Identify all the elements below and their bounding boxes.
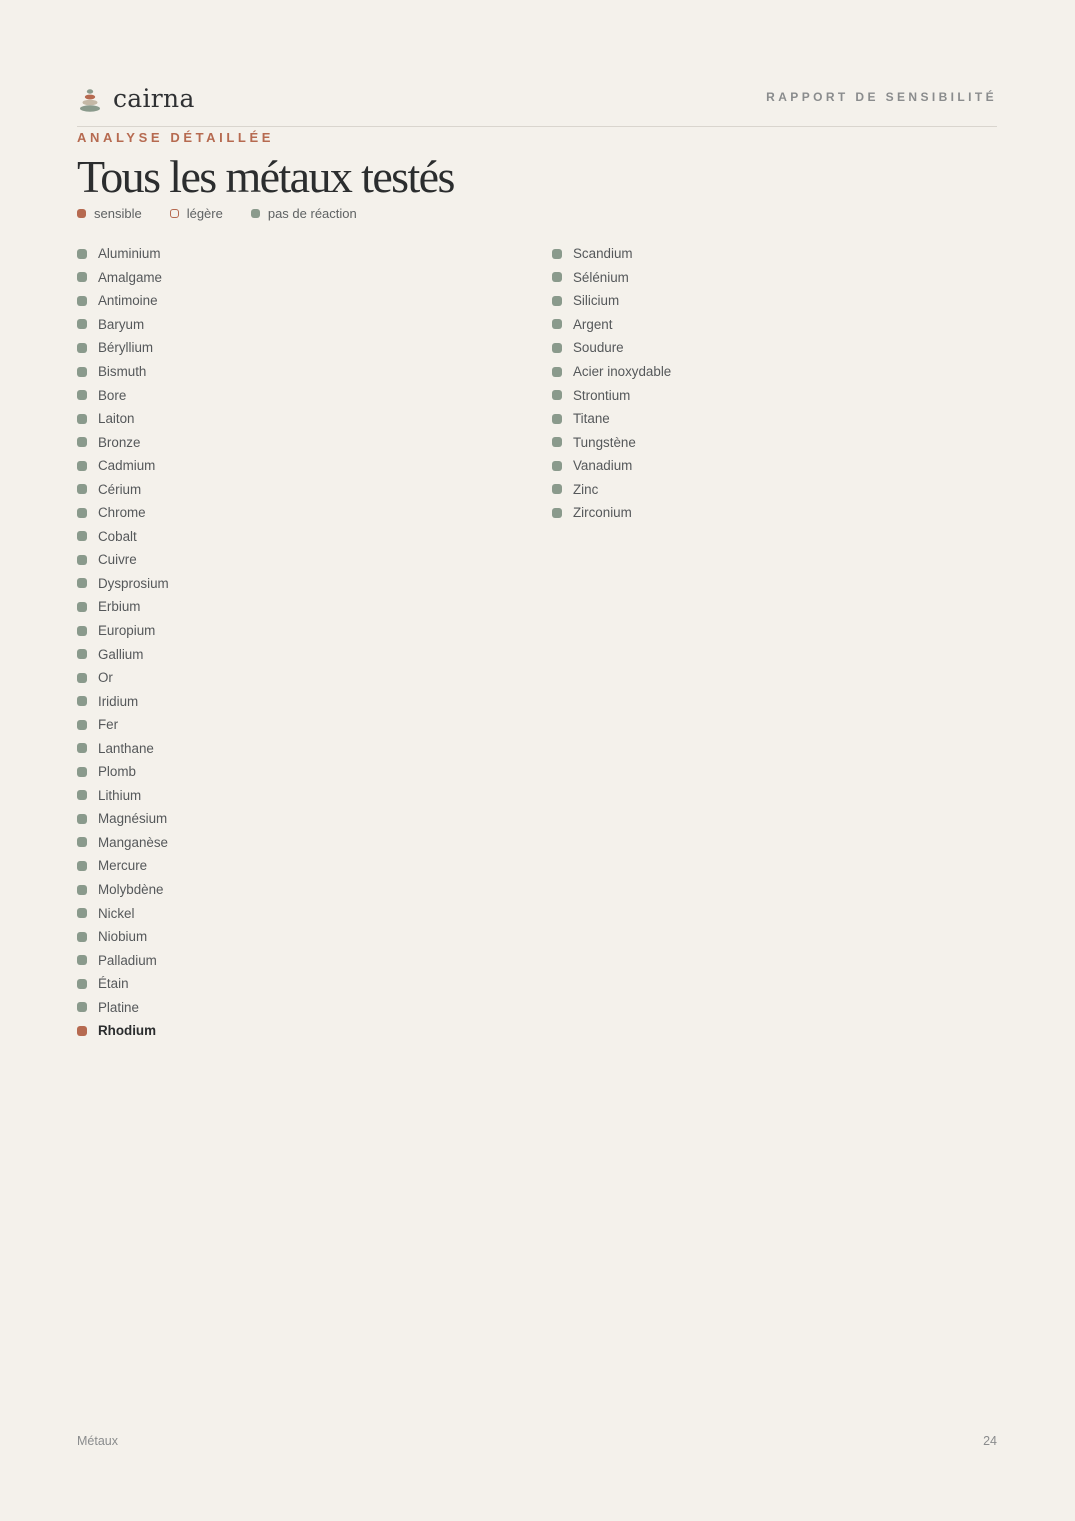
metal-name: Molybdène bbox=[98, 882, 164, 898]
status-dot-icon bbox=[77, 343, 87, 353]
status-dot-icon bbox=[77, 414, 87, 424]
list-item bbox=[77, 572, 169, 596]
list-item bbox=[77, 548, 169, 572]
list-item bbox=[77, 525, 169, 549]
legend-item-mild bbox=[170, 206, 223, 221]
list-item bbox=[77, 360, 169, 384]
list-item bbox=[77, 972, 169, 996]
status-dot-icon bbox=[77, 720, 87, 730]
list-item bbox=[77, 996, 169, 1020]
status-dot-icon bbox=[552, 508, 562, 518]
brand-logo bbox=[77, 84, 195, 113]
legend-label: pas de réaction bbox=[267, 206, 357, 221]
list-item bbox=[552, 454, 671, 478]
status-dot-icon bbox=[552, 272, 562, 282]
metal-name: Étain bbox=[98, 976, 129, 992]
status-dot-icon bbox=[77, 461, 87, 471]
list-item bbox=[77, 736, 169, 760]
status-dot-icon bbox=[77, 955, 87, 965]
metal-name: Cadmium bbox=[98, 458, 156, 474]
list-item bbox=[77, 619, 169, 643]
metal-name: Gallium bbox=[98, 646, 144, 662]
metal-name: Béryllium bbox=[98, 340, 154, 356]
list-item bbox=[77, 666, 169, 690]
metal-name: Bronze bbox=[98, 434, 141, 450]
list-item bbox=[552, 477, 671, 501]
status-dot-icon bbox=[552, 437, 562, 447]
status-dot-icon bbox=[552, 367, 562, 377]
list-item bbox=[77, 289, 169, 313]
sensitive-dot-icon bbox=[77, 209, 86, 218]
list-item bbox=[77, 948, 169, 972]
metal-name: Cuivre bbox=[98, 552, 137, 568]
status-dot-icon bbox=[77, 790, 87, 800]
report-type-label: RAPPORT DE SENSIBILITÉ bbox=[766, 90, 997, 104]
metal-name: Sélénium bbox=[573, 269, 629, 285]
metal-name: Erbium bbox=[98, 599, 141, 615]
status-dot-icon bbox=[77, 602, 87, 612]
metal-name: Tungstène bbox=[573, 434, 636, 450]
status-dot-icon bbox=[77, 932, 87, 942]
status-dot-icon bbox=[77, 696, 87, 706]
list-item bbox=[77, 266, 169, 290]
status-dot-icon bbox=[77, 367, 87, 377]
status-dot-icon bbox=[77, 908, 87, 918]
brand-name: cairna bbox=[113, 84, 195, 113]
metal-name: Chrome bbox=[98, 505, 146, 521]
status-dot-icon bbox=[77, 272, 87, 282]
list-item bbox=[552, 242, 671, 266]
list-item bbox=[77, 383, 169, 407]
status-dot-icon bbox=[77, 508, 87, 518]
status-dot-icon bbox=[77, 767, 87, 777]
metal-name: Palladium bbox=[98, 952, 157, 968]
list-item bbox=[77, 901, 169, 925]
metal-name: Zirconium bbox=[573, 505, 632, 521]
list-item bbox=[552, 313, 671, 337]
metal-name: Strontium bbox=[573, 387, 631, 403]
no-reaction-dot-icon bbox=[251, 209, 260, 218]
status-dot-icon bbox=[552, 484, 562, 494]
metal-name: Magnésium bbox=[98, 811, 168, 827]
list-item bbox=[77, 242, 169, 266]
status-dot-icon bbox=[552, 249, 562, 259]
footer-section-name: Métaux bbox=[77, 1434, 118, 1448]
metal-name: Cérium bbox=[98, 481, 142, 497]
page-title: Tous les métaux testés bbox=[77, 151, 454, 202]
list-item bbox=[77, 477, 169, 501]
metal-name: Argent bbox=[573, 316, 613, 332]
metal-name: Amalgame bbox=[98, 269, 163, 285]
metal-name: Plomb bbox=[98, 764, 136, 780]
mild-outline-dot-icon bbox=[170, 209, 179, 218]
metal-name: Cobalt bbox=[98, 528, 137, 544]
list-item bbox=[77, 501, 169, 525]
list-item bbox=[77, 336, 169, 360]
list-item bbox=[77, 407, 169, 431]
list-item bbox=[552, 501, 671, 525]
legend-label: sensible bbox=[94, 206, 142, 221]
metals-list-left bbox=[77, 242, 169, 1043]
status-dot-icon bbox=[77, 555, 87, 565]
list-item bbox=[77, 807, 169, 831]
status-dot-icon bbox=[77, 319, 87, 329]
status-dot-icon bbox=[77, 531, 87, 541]
page-header bbox=[77, 82, 997, 127]
metal-name: Bore bbox=[98, 387, 127, 403]
list-item bbox=[77, 854, 169, 878]
status-dot-icon bbox=[552, 461, 562, 471]
status-dot-icon bbox=[77, 626, 87, 636]
metal-name: Baryum bbox=[98, 316, 145, 332]
status-dot-icon bbox=[552, 319, 562, 329]
status-dot-icon bbox=[77, 390, 87, 400]
metal-name: Or bbox=[98, 670, 113, 686]
status-dot-icon bbox=[552, 414, 562, 424]
metal-name: Lithium bbox=[98, 787, 142, 803]
metal-name: Lanthane bbox=[98, 740, 154, 756]
status-legend bbox=[77, 206, 385, 221]
status-dot-icon bbox=[77, 1026, 87, 1036]
status-dot-icon bbox=[77, 437, 87, 447]
status-dot-icon bbox=[77, 837, 87, 847]
list-item bbox=[552, 336, 671, 360]
status-dot-icon bbox=[552, 390, 562, 400]
legend-item-none bbox=[251, 206, 357, 221]
list-item bbox=[552, 407, 671, 431]
metal-name: Platine bbox=[98, 999, 139, 1015]
status-dot-icon bbox=[552, 296, 562, 306]
metal-name: Iridium bbox=[98, 693, 139, 709]
cairn-stones-icon bbox=[77, 85, 103, 113]
metal-name: Scandium bbox=[573, 246, 633, 262]
list-item bbox=[77, 454, 169, 478]
metal-name: Mercure bbox=[98, 858, 148, 874]
section-eyebrow: ANALYSE DÉTAILLÉE bbox=[77, 130, 274, 145]
list-item bbox=[77, 760, 169, 784]
status-dot-icon bbox=[77, 814, 87, 824]
metal-name: Rhodium bbox=[98, 1023, 157, 1039]
metal-name: Europium bbox=[98, 623, 156, 639]
list-item bbox=[552, 383, 671, 407]
metal-name: Bismuth bbox=[98, 364, 147, 379]
metal-name: Zinc bbox=[573, 481, 599, 497]
metal-name: Acier inoxydable bbox=[573, 364, 672, 379]
status-dot-icon bbox=[77, 861, 87, 871]
list-item bbox=[552, 289, 671, 313]
list-item bbox=[77, 784, 169, 808]
metal-name: Antimoine bbox=[98, 293, 158, 309]
list-item bbox=[77, 925, 169, 949]
status-dot-icon bbox=[77, 578, 87, 588]
metal-name: Aluminium bbox=[98, 246, 161, 262]
metal-name: Dysprosium bbox=[98, 575, 169, 591]
metal-name: Silicium bbox=[573, 293, 620, 309]
status-dot-icon bbox=[77, 1002, 87, 1012]
metal-name: Vanadium bbox=[573, 458, 633, 474]
status-dot-icon bbox=[77, 649, 87, 659]
list-item bbox=[77, 430, 169, 454]
list-item bbox=[552, 360, 671, 384]
status-dot-icon bbox=[77, 885, 87, 895]
metals-list-right bbox=[552, 242, 671, 525]
list-item bbox=[77, 642, 169, 666]
list-item bbox=[77, 1019, 169, 1043]
status-dot-icon bbox=[77, 484, 87, 494]
list-item bbox=[77, 878, 169, 902]
list-item bbox=[552, 430, 671, 454]
page-number: 24 bbox=[983, 1434, 997, 1448]
metal-name: Nickel bbox=[98, 905, 135, 921]
list-item bbox=[77, 831, 169, 855]
status-dot-icon bbox=[77, 249, 87, 259]
status-dot-icon bbox=[77, 979, 87, 989]
legend-item-sensitive bbox=[77, 206, 142, 221]
metal-name: Laiton bbox=[98, 411, 135, 427]
status-dot-icon bbox=[77, 673, 87, 683]
metal-name: Soudure bbox=[573, 340, 624, 356]
list-item bbox=[552, 266, 671, 290]
list-item bbox=[77, 713, 169, 737]
list-item bbox=[77, 689, 169, 713]
list-item bbox=[77, 313, 169, 337]
status-dot-icon bbox=[552, 343, 562, 353]
legend-label: légère bbox=[186, 206, 223, 221]
metal-name: Fer bbox=[98, 717, 119, 733]
status-dot-icon bbox=[77, 743, 87, 753]
metal-name: Manganèse bbox=[98, 834, 168, 850]
metal-name: Titane bbox=[573, 411, 610, 427]
list-item bbox=[77, 595, 169, 619]
status-dot-icon bbox=[77, 296, 87, 306]
metal-name: Niobium bbox=[98, 929, 148, 945]
